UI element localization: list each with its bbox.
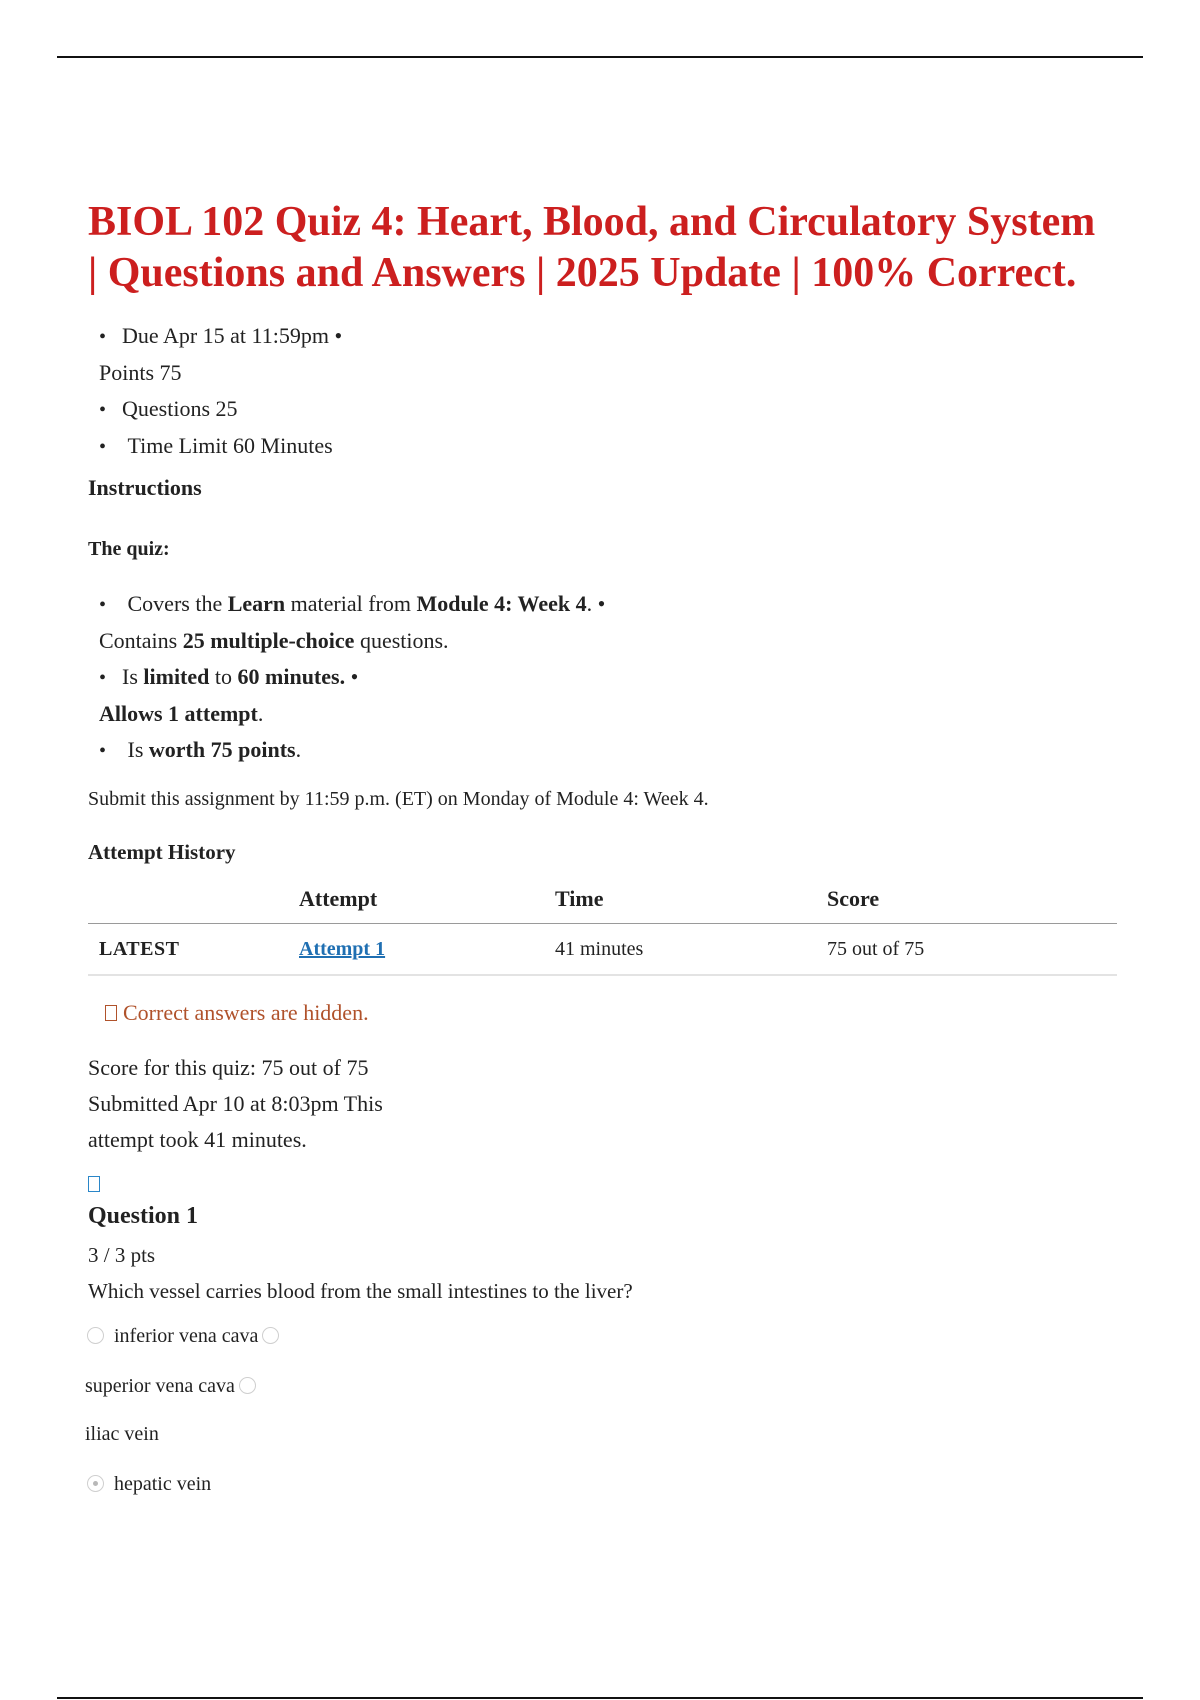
answer-radio[interactable] xyxy=(87,1327,104,1344)
rule-item-attempts xyxy=(99,696,605,732)
rule-text: . • xyxy=(586,591,606,616)
bullet-icon: • xyxy=(99,326,107,348)
answer-radio[interactable] xyxy=(262,1327,279,1344)
instructions-heading: Instructions xyxy=(88,475,202,500)
time-limit-text: Time Limit 60 Minutes xyxy=(127,433,333,458)
answer-option xyxy=(85,1375,256,1398)
answer-option xyxy=(85,1423,159,1446)
rule-item-contains xyxy=(99,623,605,659)
column-header-time: Time xyxy=(555,875,827,924)
submit-deadline-note: Submit this assignment by 11:59 p.m. (ET) on Monday of Module 4: Week 4. xyxy=(88,788,709,810)
attempt-score-cell: 75 out of 75 xyxy=(827,924,1117,976)
bullet-icon: • xyxy=(99,399,107,421)
answer-label: superior vena cava xyxy=(85,1375,235,1397)
duration-line: attempt took 41 minutes. xyxy=(88,1127,307,1152)
due-text: Due Apr 15 at 11:59pm • xyxy=(122,323,343,348)
rule-text: Is xyxy=(127,737,149,762)
due-item xyxy=(99,318,342,355)
answer-option-selected xyxy=(87,1473,211,1496)
rule-text: material from xyxy=(285,591,417,616)
questions-item xyxy=(99,391,342,428)
page-title xyxy=(88,197,1178,299)
rule-text: • xyxy=(345,664,359,689)
points-text: Points 75 xyxy=(99,360,182,385)
answer-label: iliac vein xyxy=(85,1423,159,1445)
bullet-icon: • xyxy=(99,594,107,616)
answer-label: hepatic vein xyxy=(114,1473,212,1495)
question-title: Question 1 xyxy=(88,1203,199,1229)
page-title-line-2: | Questions and Answers | 2025 Update | 100% Correct. xyxy=(88,250,1077,296)
table-header-row xyxy=(88,875,1117,924)
rule-bold-text: Allows 1 attempt xyxy=(99,701,258,726)
bullet-icon: • xyxy=(99,436,107,458)
rule-text: Covers the xyxy=(127,591,228,616)
rule-text: . xyxy=(257,701,264,726)
flag-question-icon[interactable] xyxy=(88,1176,100,1192)
answer-option xyxy=(87,1325,279,1348)
answers-hidden-notice xyxy=(105,1000,369,1026)
time-limit-item xyxy=(99,428,342,465)
page-title-line-1: BIOL 102 Quiz 4: Heart, Blood, and Circulatory System xyxy=(88,199,1096,245)
quiz-rules-list xyxy=(99,586,605,769)
rule-item-worth xyxy=(99,732,605,769)
attempt-1-link[interactable]: Attempt 1 xyxy=(299,937,386,960)
rule-bold-text: 25 multiple-choice xyxy=(182,628,355,653)
submitted-line: Submitted Apr 10 at 8:03pm This xyxy=(88,1091,383,1116)
bullet-icon: • xyxy=(99,667,107,689)
answer-radio[interactable] xyxy=(239,1377,256,1394)
column-header-score: Score xyxy=(827,875,1117,924)
rule-bold-text: Learn xyxy=(227,591,286,616)
rule-text: . xyxy=(295,737,302,762)
info-icon xyxy=(105,1005,117,1021)
questions-text: Questions 25 xyxy=(122,396,238,421)
table-row xyxy=(88,924,1117,976)
bottom-rule xyxy=(57,1697,1143,1699)
bullet-icon: • xyxy=(99,740,107,762)
rule-bold-text: limited xyxy=(143,664,210,689)
score-line: Score for this quiz: 75 out of 75 xyxy=(88,1055,369,1080)
attempt-time-cell: 41 minutes xyxy=(555,924,827,976)
rule-text: to xyxy=(209,664,238,689)
question-points: 3 / 3 pts xyxy=(88,1243,156,1267)
rule-bold-text: Module 4: Week 4 xyxy=(416,591,587,616)
latest-label: LATEST xyxy=(88,924,299,976)
rule-text: Is xyxy=(122,664,144,689)
quiz-details-list xyxy=(99,318,342,465)
rule-item-limited xyxy=(99,659,605,696)
quiz-result-summary xyxy=(88,1050,383,1158)
answers-hidden-text: Correct answers are hidden. xyxy=(123,1000,369,1025)
column-header-attempt: Attempt xyxy=(299,875,555,924)
question-text: Which vessel carries blood from the small intestines to the liver? xyxy=(88,1279,633,1303)
rule-bold-text: 60 minutes. xyxy=(237,664,346,689)
quiz-subheading: The quiz: xyxy=(88,538,170,560)
rule-text: Contains xyxy=(99,628,183,653)
rule-item-learn xyxy=(99,586,605,623)
rule-text: questions. xyxy=(354,628,449,653)
top-rule xyxy=(57,56,1143,58)
attempt-history-heading: Attempt History xyxy=(88,840,236,864)
answer-label: inferior vena cava xyxy=(114,1325,259,1347)
attempt-history-table xyxy=(88,875,1117,976)
column-header-blank xyxy=(88,875,299,924)
answer-radio-selected[interactable] xyxy=(87,1475,104,1492)
rule-bold-text: worth 75 points xyxy=(148,737,296,762)
